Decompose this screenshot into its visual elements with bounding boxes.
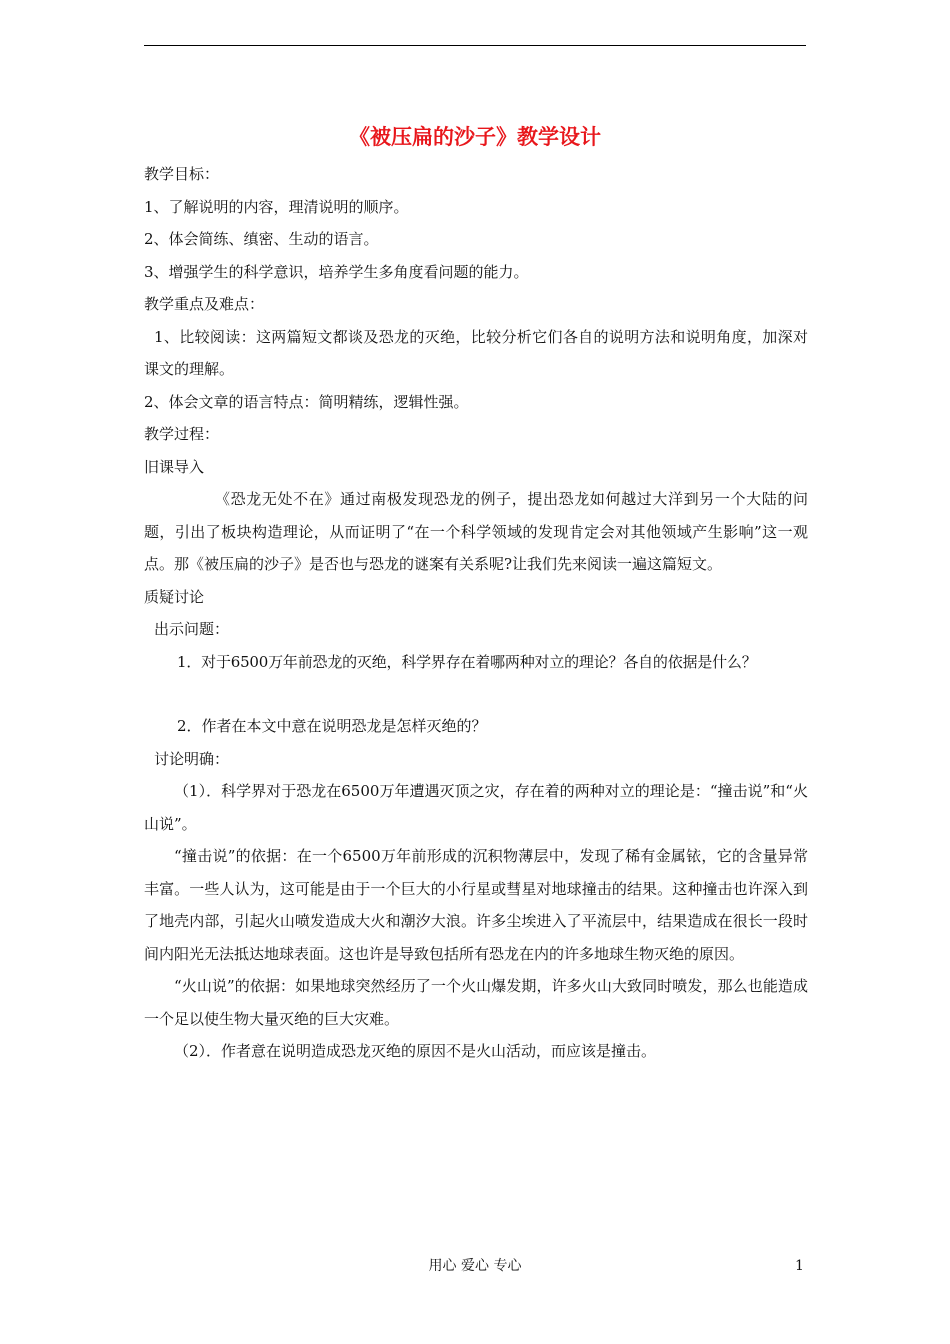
question-item: 1．对于6500万年前恐龙的灭绝，科学界存在着哪两种对立的理论？各自的依据是什么？ <box>177 652 757 671</box>
intro-heading: 旧课导入 <box>144 457 205 476</box>
answer-paragraph: （1）．科学界对于恐龙在6500万年遭遇灭顶之灾，存在着的两种对立的理论是：“撞击说”和“火山说”。 <box>144 782 808 833</box>
discussion-heading: 质疑讨论 <box>144 587 205 606</box>
objective-item: 1、了解说明的内容，理清说明的顺序。 <box>144 197 409 216</box>
question-gap <box>144 678 808 710</box>
questions-heading: 出示问题： <box>154 620 230 638</box>
objective-item: 3、增强学生的科学意识，培养学生多角度看问题的能力。 <box>144 262 529 281</box>
clarify-heading: 讨论明确： <box>154 749 230 768</box>
keypoint-item: 1、比较阅读：这两篇短文都谈及恐龙的灭绝，比较分析它们各自的说明方法和说明角度，加深对课文的理解。 <box>144 327 808 378</box>
document-body <box>144 158 808 1068</box>
header-rule <box>144 45 806 46</box>
document-title: 《被压扁的沙子》教学设计 <box>349 124 601 149</box>
question-item: 2．作者在本文中意在说明恐龙是怎样灭绝的？ <box>177 717 487 735</box>
keypoints-heading: 教学重点及难点： <box>144 295 265 313</box>
volcano-basis-paragraph: “火山说”的依据：如果地球突然经历了一个火山爆发期，许多火山大致同时喷发，那么也能造成一个足以使生物大量灭绝的巨大灾难。 <box>144 977 808 1028</box>
intro-paragraph: 《恐龙无处不在》通过南极发现恐龙的例子，提出恐龙如何越过大洋到另一个大陆的问题，引出了板块构造理论，从而证明了“在一个科学领域的发现肯定会对其他领域产生影响”这一观点。那《被压扁的沙子》是否也与恐龙的谜案有关系呢?让我们先来阅读一遍这篇短文。 <box>144 490 808 573</box>
objectives-heading: 教学目标： <box>144 165 220 183</box>
process-heading: 教学过程： <box>144 425 220 443</box>
footer-motto: 用心 爱心 专心 <box>428 1258 522 1274</box>
objective-item: 2、体会简练、缜密、生动的语言。 <box>144 230 379 248</box>
answer-paragraph: （2）．作者意在说明造成恐龙灭绝的原因不是火山活动，而应该是撞击。 <box>174 1042 657 1060</box>
page-number: 1 <box>795 1258 804 1274</box>
keypoint-item: 2、体会文章的语言特点：简明精练，逻辑性强。 <box>144 392 469 411</box>
impact-basis-paragraph: “撞击说”的依据：在一个6500万年前形成的沉积物薄层中，发现了稀有金属铱，它的含量异常丰富。一些人认为，这可能是由于一个巨大的小行星或彗星对地球撞击的结果。这种撞击也许深入到了地壳内部，引起火山喷发造成大火和潮汐大浪。许多尘埃进入了平流层中，结果造成在很长一段时间内阳光无法抵达地球表面。这也许是导致包括所有恐龙在内的许多地球生物灭绝的原因。 <box>144 847 808 963</box>
